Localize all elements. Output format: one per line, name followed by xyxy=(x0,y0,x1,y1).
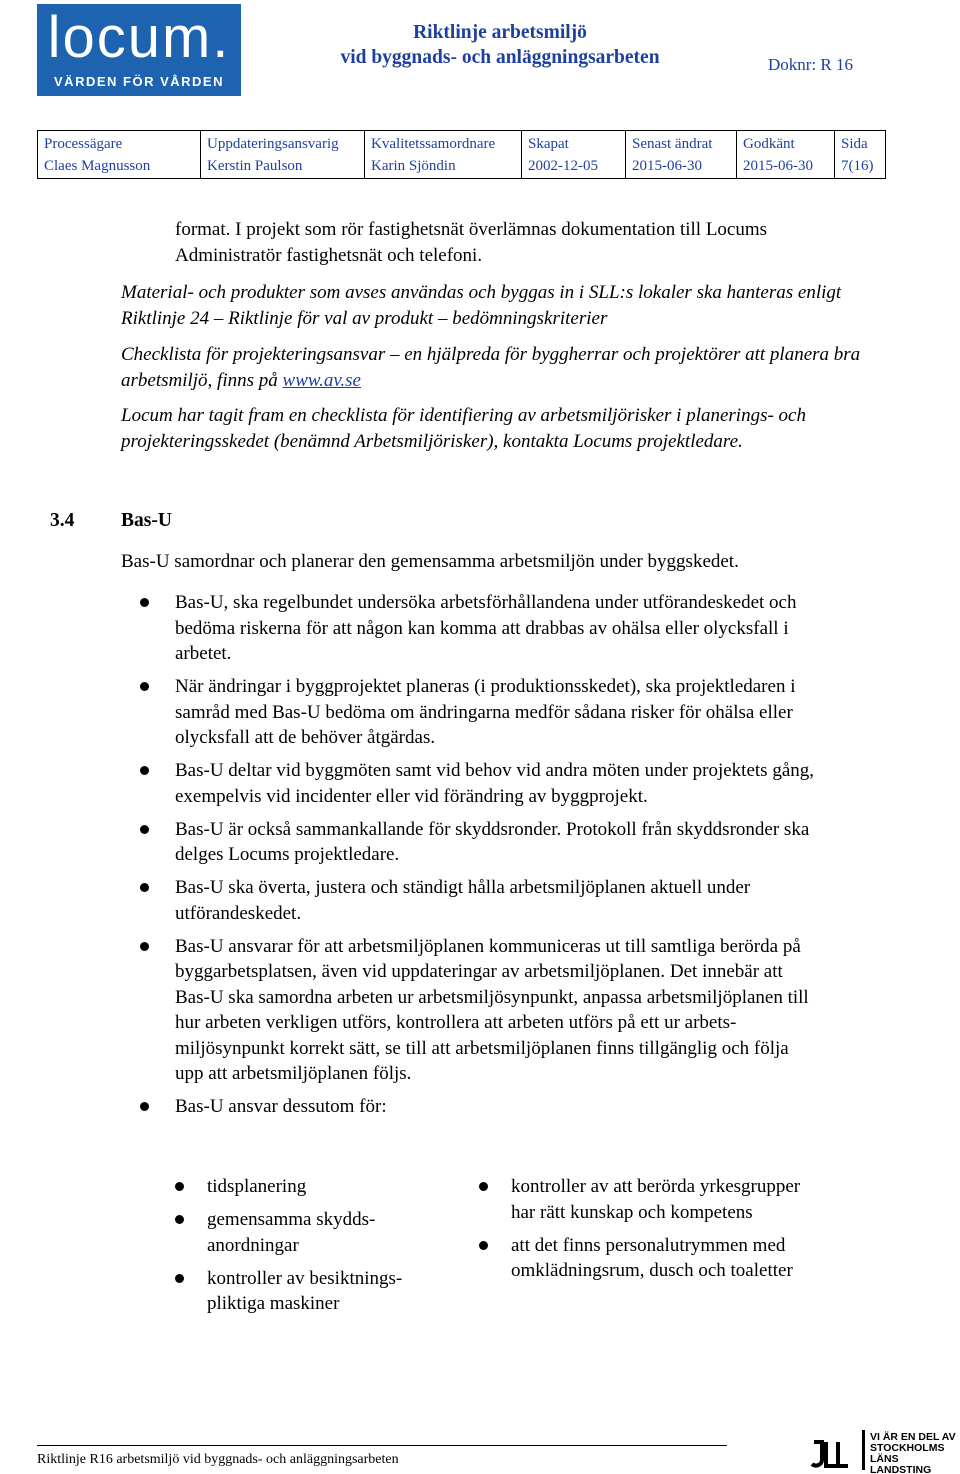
list-item-text: tidsplanering xyxy=(207,1176,307,1197)
bullet-icon xyxy=(140,1102,149,1111)
paragraph-format: format. I projekt som rör fastighetsnät överlämnas dokumentation till Locums Administratör fastighetsnät och telefoni. xyxy=(175,219,768,266)
list-item-text: kontroller av besiktnings-pliktiga maskiner xyxy=(207,1267,403,1314)
meta-label: Senast ändrat xyxy=(632,136,713,152)
bullet-icon xyxy=(479,1182,488,1191)
logo-tagline: VÄRDEN FÖR VÅRDEN xyxy=(54,74,224,89)
meta-label: Skapat xyxy=(528,136,569,152)
bullet-icon xyxy=(140,942,149,951)
bullet-icon xyxy=(175,1274,184,1283)
meta-value: 7(16) xyxy=(841,158,874,174)
list-item-text: Bas-U är också sammankallande för skyddsronder. Protokoll från skyddsronder ska delges Locums projektledare. xyxy=(175,818,810,865)
bullet-icon xyxy=(140,766,149,775)
meta-value: 2002-12-05 xyxy=(528,158,598,174)
list-item-text: Bas-U, ska regelbundet undersöka arbetsförhållandena under utförandeskedet och bedöma riskerna för att någon kan komma att drabbas av ohälsa eller olycksfall i arbetet. xyxy=(175,592,797,664)
locum-logo xyxy=(37,4,241,96)
meta-value: Karin Sjöndin xyxy=(371,158,456,174)
document-meta-table xyxy=(37,130,886,179)
bas-u-responsibilities-list xyxy=(140,590,820,1127)
list-item-text: Bas-U ska överta, justera och ständigt hålla arbetsmiljöplanen aktuell under utförandeskedet. xyxy=(175,877,751,924)
meta-cell xyxy=(835,131,886,179)
list-item-text: Bas-U deltar vid byggmöten samt vid behov vid andra möten under projektets gång, exempelvis vid incidenter eller vid förändring av byggprojekt. xyxy=(175,760,814,807)
sub-list-left xyxy=(175,1174,435,1324)
list-item xyxy=(479,1233,809,1284)
meta-cell xyxy=(38,131,201,179)
sll-logo-text xyxy=(870,1432,960,1474)
list-item xyxy=(175,1266,435,1317)
meta-cell xyxy=(365,131,522,179)
sll-line-1: VI ÄR EN DEL AV xyxy=(870,1431,956,1443)
bullet-icon xyxy=(140,883,149,892)
sll-line-2: STOCKHOLMS xyxy=(870,1442,945,1454)
meta-cell xyxy=(626,131,737,179)
list-item xyxy=(140,817,820,868)
meta-value: Claes Magnusson xyxy=(44,158,151,174)
meta-label: Processägare xyxy=(44,136,123,152)
meta-label: Uppdateringsansvarig xyxy=(207,136,339,152)
footer-text: Riktlinje R16 arbetsmiljö vid byggnads- och anläggningsarbeten xyxy=(37,1452,399,1467)
meta-label: Sida xyxy=(841,136,868,152)
section-heading: Bas-U xyxy=(121,510,172,531)
list-item xyxy=(140,875,820,926)
av-link[interactable]: www.av.se xyxy=(282,369,361,391)
list-item xyxy=(140,934,820,1087)
list-item xyxy=(140,674,820,751)
list-item-text: Bas-U ansvar dessutom för: xyxy=(175,1096,387,1117)
list-item-text: Bas-U ansvarar för att arbetsmiljöplanen kommuniceras ut till samtliga berörda på byggarbetsplatsen, även vid uppdateringar av arbetsmiljöplanen. Det innebär att Bas-U ska samordna arbeten ur arbetsmiljösynpunkt, anpassa arbetsmiljöplanen till hur arbeten verkligen utförs, kontrollera att arbeten utförs på ett ur arbets-miljösynpunkt korrekt sätt, se till att arbetsmiljöplanen finns tillgänglig och följa upp att arbetsmiljöplanen följs. xyxy=(175,935,809,1084)
bullet-icon xyxy=(140,682,149,691)
footer-divider xyxy=(37,1445,727,1446)
list-item-text: gemensamma skydds-anordningar xyxy=(207,1209,376,1256)
list-item-text: kontroller av att berörda yrkesgrupper har rätt kunskap och kompetens xyxy=(511,1176,801,1223)
paragraph-locum-checklist: Locum har tagit fram en checklista för identifiering av arbetsmiljörisker i planerings- och projekteringsskedet (benämnd Arbetsmiljörisker), kontakta Locums projektledare. xyxy=(121,405,806,452)
paragraph-checklista xyxy=(121,342,881,393)
meta-label: Kvalitetssamordnare xyxy=(371,136,496,152)
bullet-icon xyxy=(175,1182,184,1191)
meta-cell xyxy=(737,131,835,179)
sub-list-right xyxy=(479,1174,809,1291)
meta-value: Kerstin Paulson xyxy=(207,158,303,174)
bullet-icon xyxy=(140,598,149,607)
bullet-icon xyxy=(479,1241,488,1250)
list-item-text: att det finns personalutrymmen med omklädningsrum, dusch och toaletter xyxy=(511,1234,793,1281)
meta-cell xyxy=(201,131,365,179)
bullet-icon xyxy=(175,1215,184,1224)
document-number: Doknr: R 16 xyxy=(768,55,853,74)
paragraph-material: Material- och produkter som avses användas och byggas in i SLL:s lokaler ska hanteras enligt Riktlinje 24 – Riktlinje för val av produkt – bedömningskriterier xyxy=(121,282,842,329)
document-title xyxy=(300,20,700,70)
meta-value: 2015-06-30 xyxy=(743,158,813,174)
list-item xyxy=(479,1174,809,1225)
meta-value: 2015-06-30 xyxy=(632,158,702,174)
list-item xyxy=(140,590,820,667)
logo-wordmark: locum. xyxy=(47,5,231,70)
list-item xyxy=(140,1094,820,1120)
meta-label: Godkänt xyxy=(743,136,795,152)
section-intro: Bas-U samordnar och planerar den gemensamma arbetsmiljön under byggskedet. xyxy=(121,551,739,572)
list-item xyxy=(140,758,820,809)
checklista-text: Checklista för projekteringsansvar – en hjälpreda för byggherrar och projektörer att planera bra arbetsmiljö, finns på xyxy=(121,344,861,391)
section-number: 3.4 xyxy=(50,510,75,531)
list-item-text: När ändringar i byggprojektet planeras (i produktionsskedet), ska projektledaren i samråd med Bas-U bedöma om ändringarna medför sådana risker för ohälsa eller olycksfall att de behöver åtgärdas. xyxy=(175,676,796,748)
title-line-2: vid byggnads- och anläggningsarbeten xyxy=(340,47,660,68)
sll-line-3: LÄNS LANDSTING xyxy=(870,1453,932,1474)
bullet-icon xyxy=(140,825,149,834)
meta-cell xyxy=(522,131,626,179)
list-item xyxy=(175,1174,435,1200)
title-line-1: Riktlinje arbetsmiljö xyxy=(413,22,587,43)
list-item xyxy=(175,1207,435,1258)
